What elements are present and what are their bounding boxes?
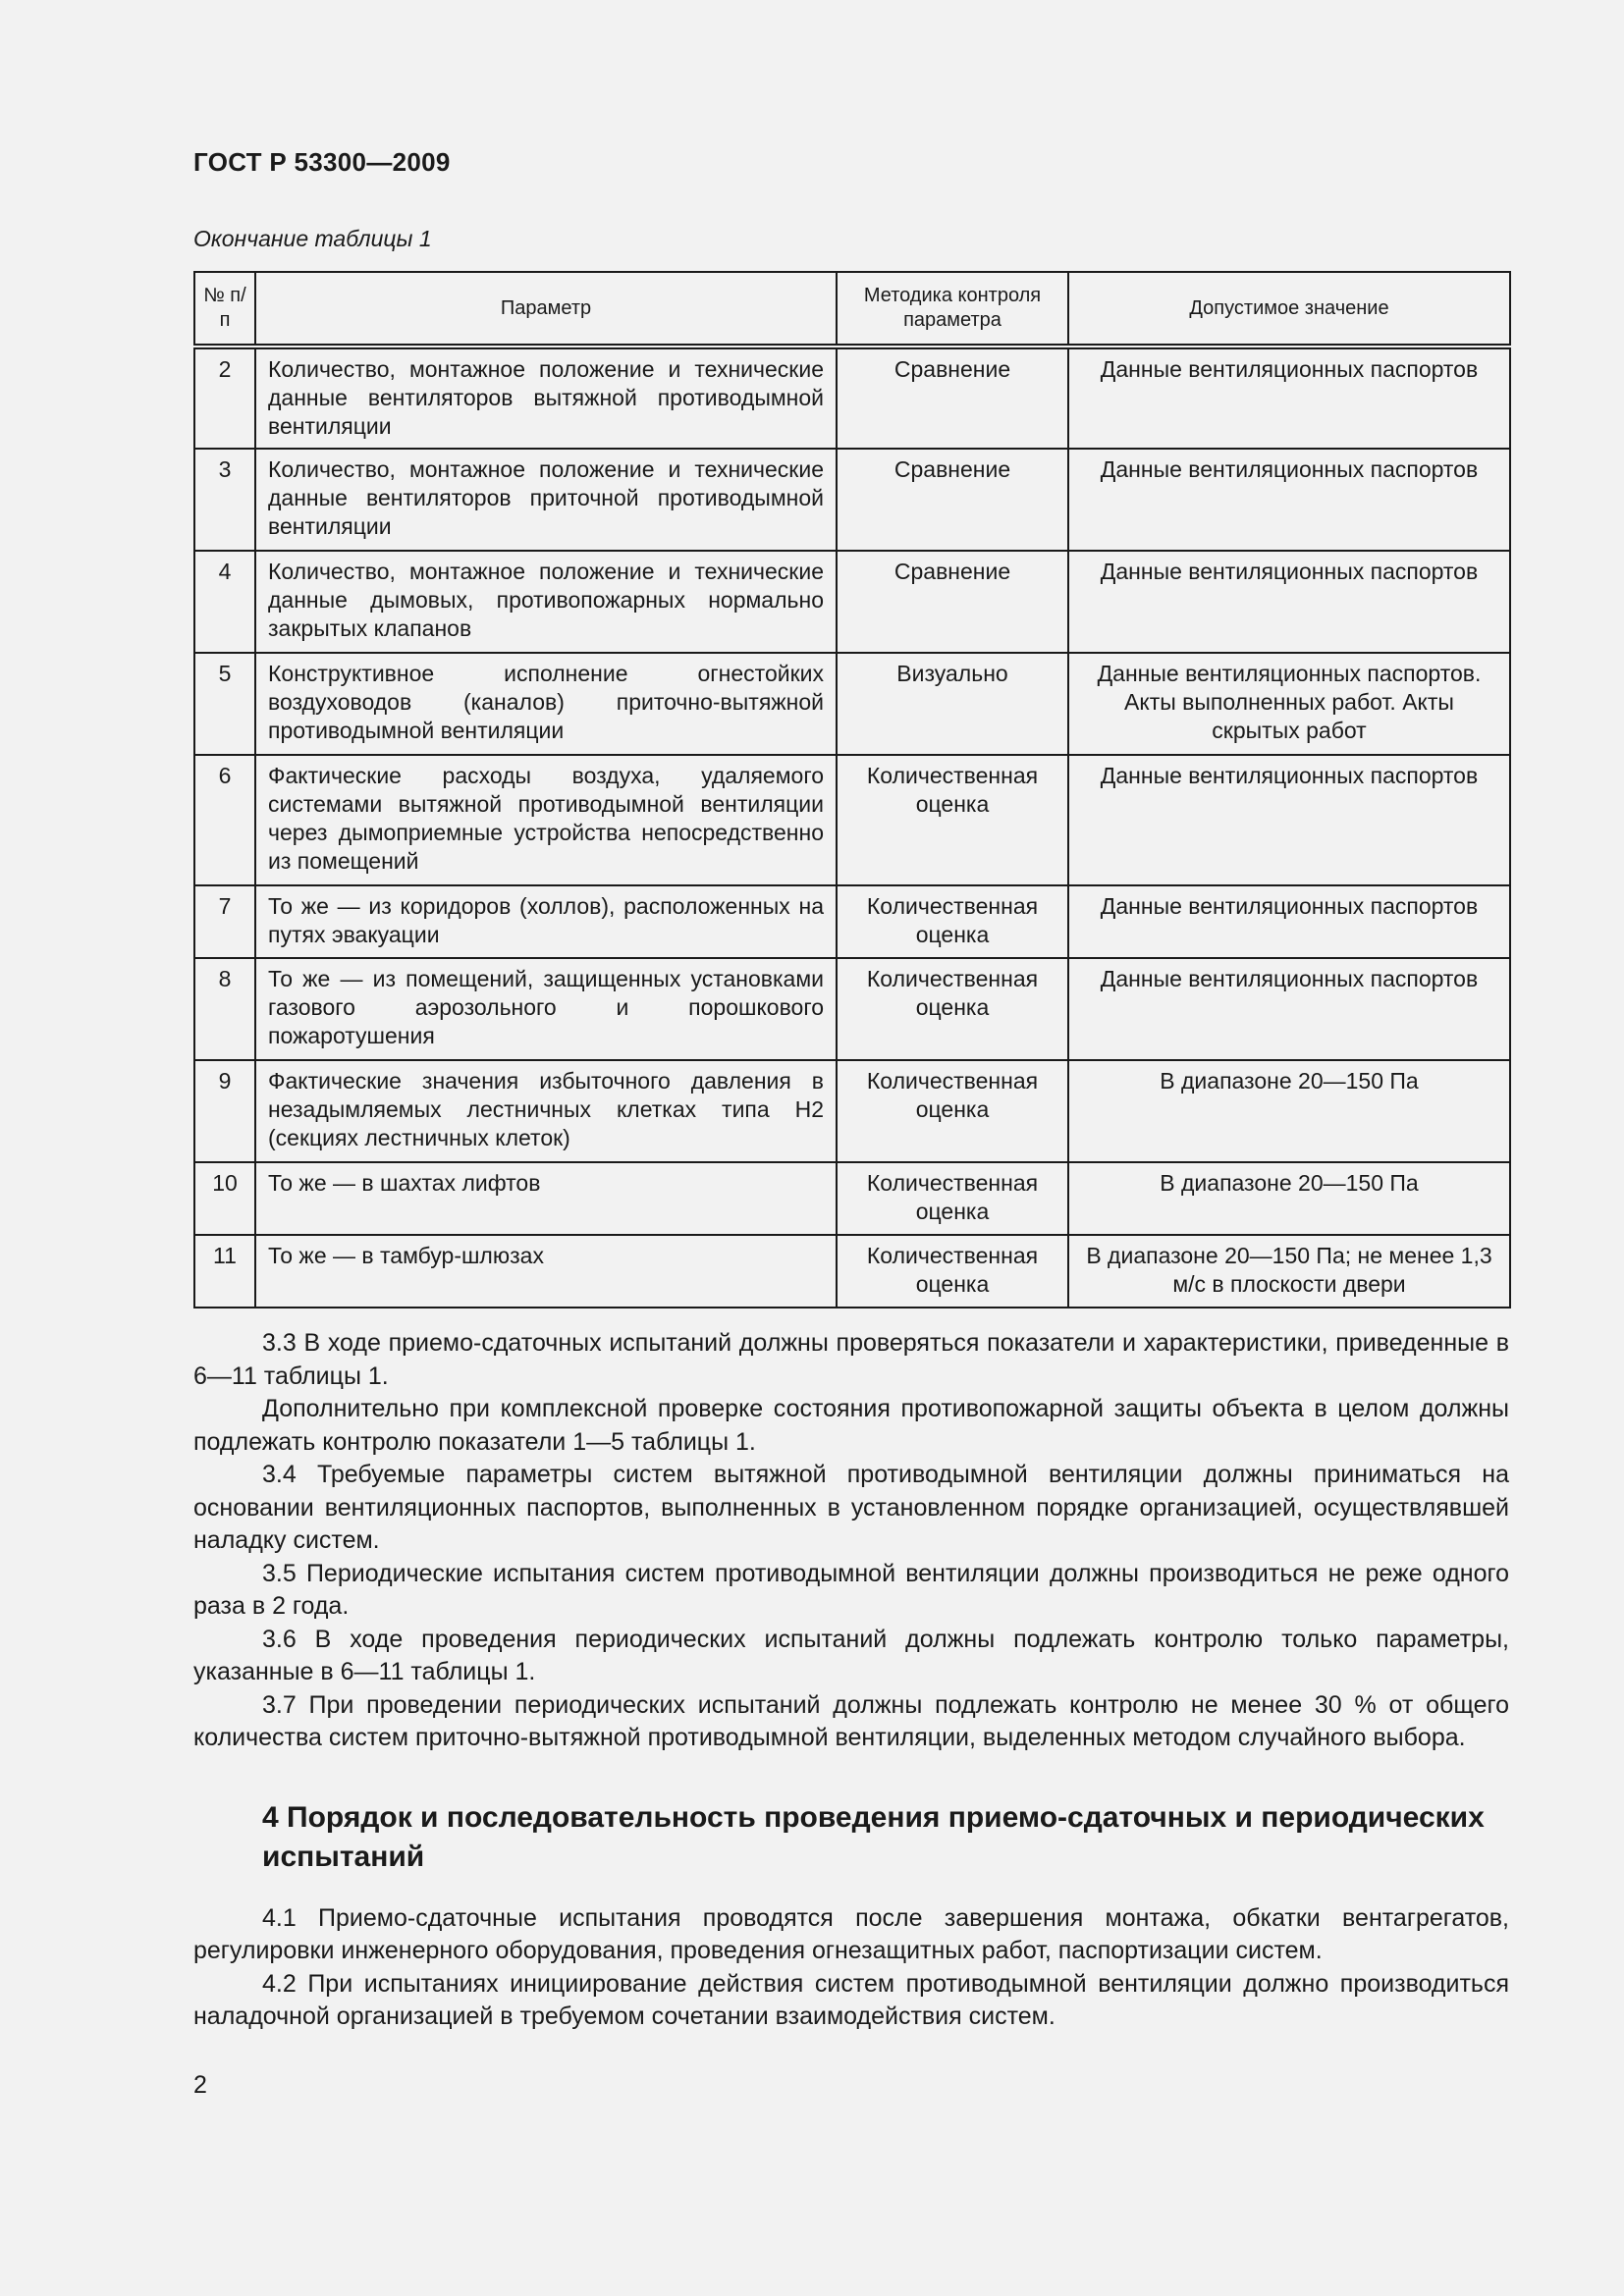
row-number: 5 <box>194 653 255 755</box>
row-method: Сравнение <box>837 347 1068 449</box>
row-number: 10 <box>194 1162 255 1235</box>
paragraph-3-5: 3.5 Периодические испытания систем противодымной вентиляции должны производиться не реже одного раза в 2 года. <box>193 1559 1509 1620</box>
row-parameter: Фактические расходы воздуха, удаляемого системами вытяжной противодымной вентиляции через дымоприемные устройства непосредственно из помещений <box>255 755 837 885</box>
row-value: В диапазоне 20—150 Па <box>1068 1162 1510 1235</box>
parameters-table <box>193 271 1511 1308</box>
row-value: Данные вентиляционных паспортов <box>1068 347 1510 449</box>
column-header-value: Допустимое значение <box>1068 272 1510 347</box>
table-row <box>194 885 1510 958</box>
row-parameter: Фактические значения избыточного давления в незадымляемых лестничных клетках типа Н2 (секциях лестничных клеток) <box>255 1060 837 1162</box>
row-value: Данные вентиляционных паспортов <box>1068 958 1510 1060</box>
row-method: Сравнение <box>837 551 1068 653</box>
row-parameter: Конструктивное исполнение огнестойких воздуховодов (каналов) приточно-вытяжной противодымной вентиляции <box>255 653 837 755</box>
row-value: Данные вентиляционных паспортов. Акты выполненных работ. Акты скрытых работ <box>1068 653 1510 755</box>
row-number: 2 <box>194 347 255 449</box>
table-row <box>194 653 1510 755</box>
table-row <box>194 755 1510 885</box>
row-number: 7 <box>194 885 255 958</box>
row-number: 9 <box>194 1060 255 1162</box>
table-row <box>194 1060 1510 1162</box>
paragraph-3-3: 3.3 В ходе приемо-сдаточных испытаний должны проверяться показатели и характеристики, приведенные в 6—11 таблицы 1. <box>193 1329 1509 1390</box>
row-value: В диапазоне 20—150 Па <box>1068 1060 1510 1162</box>
row-number: 11 <box>194 1235 255 1308</box>
row-method: Количественная оценка <box>837 958 1068 1060</box>
page-number: 2 <box>193 2071 207 2099</box>
table-row <box>194 551 1510 653</box>
table-caption: Окончание таблицы 1 <box>193 226 432 251</box>
column-header-method: Методика контроля параметра <box>837 272 1068 347</box>
table-row <box>194 1162 1510 1235</box>
row-number: 3 <box>194 449 255 551</box>
row-number: 8 <box>194 958 255 1060</box>
column-header-param: Параметр <box>255 272 837 347</box>
row-parameter: Количество, монтажное положение и технические данные вентиляторов приточной противодымной вентиляции <box>255 449 837 551</box>
row-parameter: То же — в шахтах лифтов <box>255 1162 837 1235</box>
row-value: Данные вентиляционных паспортов <box>1068 885 1510 958</box>
section-4-title: 4 Порядок и последовательность проведения приемо-сдаточных и периодических испытаний <box>262 1800 1485 1873</box>
row-method: Количественная оценка <box>837 1235 1068 1308</box>
row-parameter: То же — в тамбур-шлюзах <box>255 1235 837 1308</box>
paragraph-3-4: 3.4 Требуемые параметры систем вытяжной противодымной вентиляции должны приниматься на основании вентиляционных паспортов, выполненных в установленном порядке организацией, осуществлявшей наладку систем. <box>193 1461 1509 1554</box>
row-parameter: То же — из коридоров (холлов), расположенных на путях эвакуации <box>255 885 837 958</box>
row-number: 6 <box>194 755 255 885</box>
table-row <box>194 1235 1510 1308</box>
paragraph-additional: Дополнительно при комплексной проверке состояния противопожарной защиты объекта в целом должны подлежать контролю показатели 1—5 таблицы 1. <box>193 1395 1509 1456</box>
row-value: В диапазоне 20—150 Па; не менее 1,3 м/с в плоскости двери <box>1068 1235 1510 1308</box>
paragraph-4-1: 4.1 Приемо-сдаточные испытания проводятся после завершения монтажа, обкатки вентагрегатов, регулировки инженерного оборудования, проведения огнезащитных работ, паспортизации систем. <box>193 1903 1509 1964</box>
row-value: Данные вентиляционных паспортов <box>1068 755 1510 885</box>
row-value: Данные вентиляционных паспортов <box>1068 551 1510 653</box>
row-method: Сравнение <box>837 449 1068 551</box>
row-parameter: Количество, монтажное положение и технические данные дымовых, противопожарных нормально закрытых клапанов <box>255 551 837 653</box>
row-value: Данные вентиляционных паспортов <box>1068 449 1510 551</box>
paragraph-3-6: 3.6 В ходе проведения периодических испытаний должны подлежать контролю только параметры, указанные в 6—11 таблицы 1. <box>193 1625 1509 1685</box>
table-row <box>194 347 1510 449</box>
document-header: ГОСТ Р 53300—2009 <box>193 147 451 177</box>
row-parameter: То же — из помещений, защищенных установками газового аэрозольного и порошкового пожаротушения <box>255 958 837 1060</box>
row-method: Количественная оценка <box>837 1162 1068 1235</box>
paragraph-4-2: 4.2 При испытаниях инициирование действия систем противодымной вентиляции должно производиться наладочной организацией в требуемом сочетании взаимодействия систем. <box>193 1969 1509 2030</box>
table-row <box>194 958 1510 1060</box>
column-header-num: № п/п <box>194 272 255 347</box>
table-header-row <box>194 272 1510 347</box>
row-number: 4 <box>194 551 255 653</box>
row-method: Количественная оценка <box>837 885 1068 958</box>
row-method: Визуально <box>837 653 1068 755</box>
body-text <box>193 1327 1509 2034</box>
paragraph-3-7: 3.7 При проведении периодических испытаний должны подлежать контролю не менее 30 % от общего количества систем приточно-вытяжной противодымной вентиляции, выделенных методом случайного выбора. <box>193 1690 1509 1751</box>
row-method: Количественная оценка <box>837 1060 1068 1162</box>
table-row <box>194 449 1510 551</box>
row-parameter: Количество, монтажное положение и технические данные вентиляторов вытяжной противодымной вентиляции <box>255 347 837 449</box>
row-method: Количественная оценка <box>837 755 1068 885</box>
